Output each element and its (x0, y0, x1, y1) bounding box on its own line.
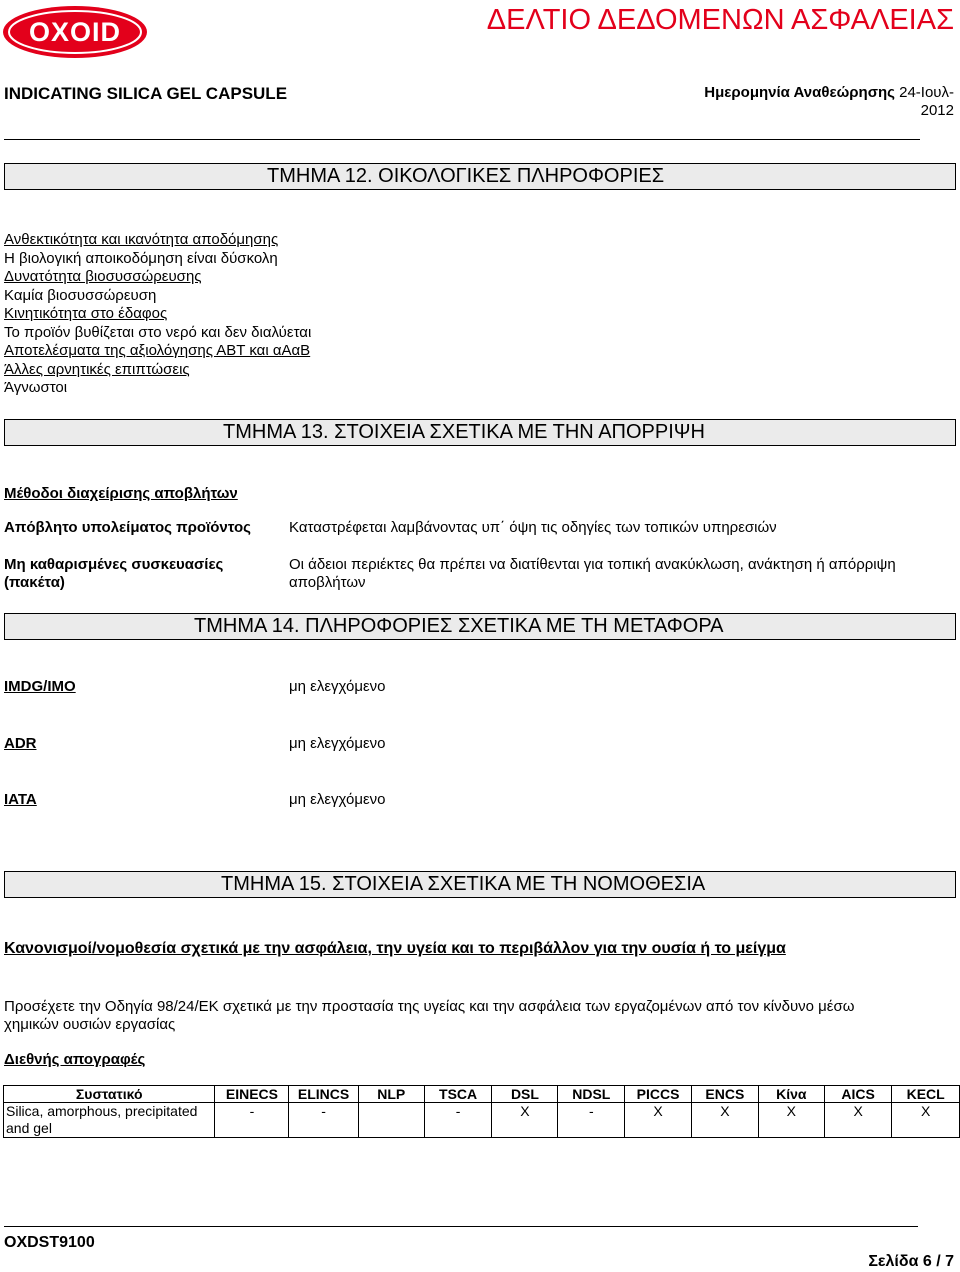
revision-date (684, 84, 954, 120)
ecological-info (4, 231, 311, 398)
col-header-einecs: EINECS (215, 1086, 289, 1103)
cell-ndsl: - (558, 1103, 625, 1138)
section-14-header (4, 613, 956, 640)
oxoid-logo (2, 5, 148, 59)
component-name (4, 1103, 215, 1138)
section-13-header (4, 419, 956, 446)
adr-label: ADR (4, 735, 37, 752)
col-header-encs: ENCS (692, 1086, 759, 1103)
col-header-china: Κίνα (758, 1086, 824, 1103)
mobility-text: Το προϊόν βυθίζεται στο νερό και δεν διαλύεται (4, 323, 312, 341)
packaging-value-line1: Οι άδειοι περιέκτες θα πρέπει να διατίθενται για τοπική ανακύκλωση, ανάκτηση ή απόρριψη (289, 556, 896, 573)
document-code: OXDST9100 (4, 1234, 95, 1251)
section-15-title: ΤΜΗΜΑ 15. ΣΤΟΙΧΕΙΑ ΣΧΕΤΙΚΑ ΜΕ ΤΗ ΝΟΜΟΘΕΣΙΑ (221, 873, 706, 895)
cell-kecl: X (892, 1103, 960, 1138)
table-header-row (4, 1086, 960, 1103)
col-header-tsca: TSCA (424, 1086, 492, 1103)
component-name-line1: Silica, amorphous, precipitated (6, 1103, 198, 1119)
inventories-heading: Διεθνής απογραφές (4, 1051, 146, 1068)
page-label: Σελίδα (868, 1253, 919, 1270)
cell-china: X (758, 1103, 824, 1138)
packaging-value (289, 556, 896, 592)
cell-encs: X (692, 1103, 759, 1138)
col-header-dsl: DSL (492, 1086, 558, 1103)
section-13-title: ΤΜΗΜΑ 13. ΣΤΟΙΧΕΙΑ ΣΧΕΤΙΚΑ ΜΕ ΤΗΝ ΑΠΟΡΡΙΨΗ (223, 421, 705, 443)
cell-einecs: - (215, 1103, 289, 1138)
packaging-label (4, 556, 223, 592)
imdg-label: IMDG/IMO (4, 678, 76, 695)
waste-residue-value: Καταστρέφεται λαμβάνοντας υπ΄ όψη τις οδηγίες των τοπικών υπηρεσιών (289, 519, 777, 536)
directive-note-line2: χημικών ουσιών εργασίας (4, 1016, 176, 1033)
directive-note (4, 998, 854, 1034)
cell-aics: X (824, 1103, 891, 1138)
page-value: 6 / 7 (922, 1253, 954, 1270)
other-effects-heading: Άλλες αρνητικές επιπτώσεις (4, 360, 190, 378)
header-divider (4, 139, 920, 140)
inventories-table (3, 1085, 960, 1138)
cell-nlp (358, 1103, 424, 1138)
waste-residue-label: Απόβλητο υπολείματος προϊόντος (4, 519, 251, 536)
iata-label: IATA (4, 791, 37, 808)
bioaccumulation-text: Καμία βιοσυσσώρευση (4, 286, 157, 304)
cell-piccs: X (625, 1103, 692, 1138)
product-name: INDICATING SILICA GEL CAPSULE (4, 84, 288, 103)
bioaccumulation-heading: Δυνατότητα βιοσυσσώρευσης (4, 268, 202, 285)
table-row (4, 1103, 960, 1138)
persistence-text: Η βιολογική αποικοδόμηση είναι δύσκολη (4, 249, 278, 267)
other-effects-text: Άγνωστοι (4, 379, 68, 396)
regulations-heading: Κανονισμοί/νομοθεσία σχετικά με την ασφάλεια, την υγεία και το περιβάλλον για την ουσία ή το μείγμα (4, 940, 786, 957)
footer-divider (4, 1226, 918, 1227)
packaging-value-line2: αποβλήτων (289, 574, 366, 591)
col-header-aics: AICS (824, 1086, 891, 1103)
directive-note-line1: Προσέχετε την Οδηγία 98/24/ΕΚ σχετικά με την προστασία της υγείας και την ασφάλεια των εργαζομένων από τον κίνδυνο μέσω (4, 998, 855, 1015)
pbt-heading: Αποτελέσματα της αξιολόγησης ΑΒΤ και αΑαΒ (4, 342, 311, 359)
imdg-value: μη ελεγχόμενο (289, 678, 386, 695)
col-header-nlp: NLP (358, 1086, 424, 1103)
cell-dsl: X (492, 1103, 558, 1138)
page-number (868, 1253, 954, 1271)
svg-text:OXOID: OXOID (28, 17, 122, 47)
col-header-ndsl: NDSL (558, 1086, 625, 1103)
revision-date-year: 2012 (920, 102, 954, 119)
packaging-label-line1: Μη καθαρισμένες συσκευασίες (4, 556, 224, 573)
col-header-kecl: KECL (892, 1086, 960, 1103)
col-header-component: Συστατικό (4, 1086, 215, 1103)
section-15-header (4, 871, 956, 898)
persistence-heading: Ανθεκτικότητα και ικανότητα αποδόμησης (4, 231, 279, 248)
waste-methods-heading: Μέθοδοι διαχείρισης αποβλήτων (4, 485, 238, 502)
revision-date-label: Ημερομηνία Αναθεώρησης (704, 84, 895, 101)
mobility-heading: Κινητικότητα στο έδαφος (4, 305, 168, 322)
adr-value: μη ελεγχόμενο (289, 735, 386, 752)
document-title: ΔΕΛΤΙΟ ΔΕΔΟΜΕΝΩΝ ΑΣΦΑΛΕΙΑΣ (486, 4, 954, 36)
cell-elincs: - (289, 1103, 358, 1138)
section-14-title: ΤΜΗΜΑ 14. ΠΛΗΡΟΦΟΡΙΕΣ ΣΧΕΤΙΚΑ ΜΕ ΤΗ ΜΕΤΑΦΟΡΑ (194, 615, 724, 637)
iata-value: μη ελεγχόμενο (289, 791, 386, 808)
revision-date-value: 24-Ιουλ- (899, 84, 954, 101)
col-header-elincs: ELINCS (289, 1086, 358, 1103)
section-12-title: ΤΜΗΜΑ 12. ΟΙΚΟΛΟΓΙΚΕΣ ΠΛΗΡΟΦΟΡΙΕΣ (267, 165, 665, 187)
cell-tsca: - (424, 1103, 492, 1138)
section-12-header (4, 163, 956, 190)
packaging-label-line2: (πακέτα) (4, 574, 65, 591)
col-header-piccs: PICCS (625, 1086, 692, 1103)
component-name-line2: and gel (6, 1120, 52, 1136)
